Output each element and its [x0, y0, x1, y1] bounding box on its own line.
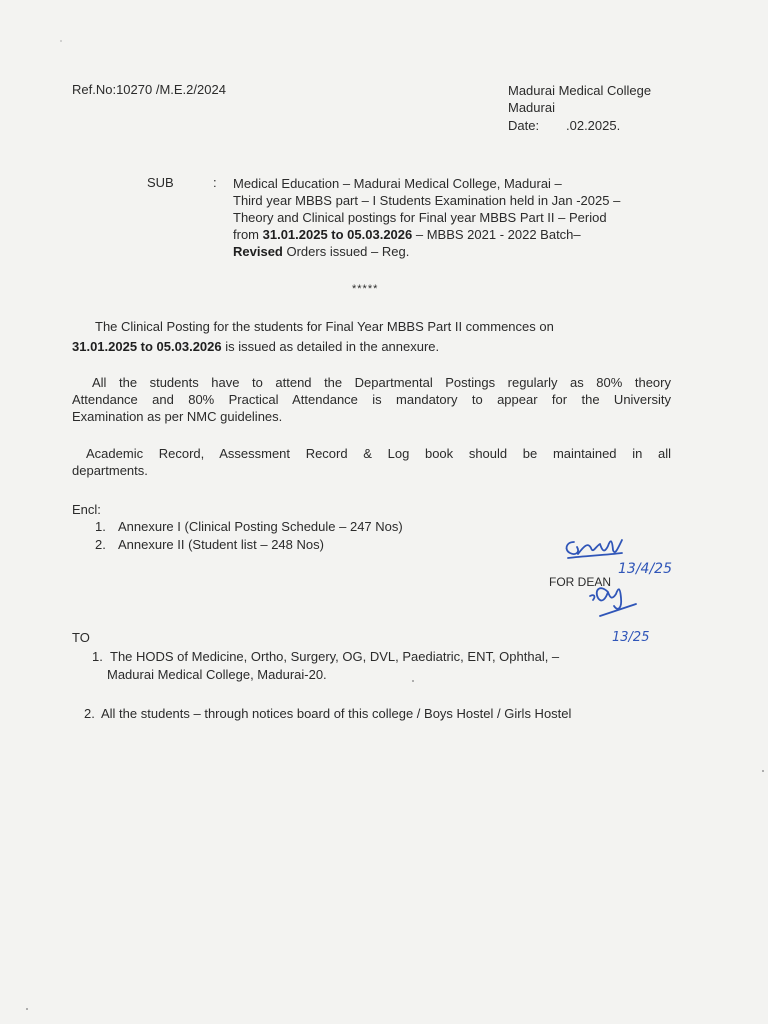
recipients-label: TO — [72, 630, 90, 645]
subject-revised: Revised — [233, 244, 283, 259]
recipient-1-line-2: Madurai Medical College, Madurai-20. — [107, 667, 327, 682]
signature-stroke-4 — [600, 604, 636, 616]
signature-stroke-1 — [567, 540, 622, 554]
college-name: Madurai Medical College — [508, 83, 652, 98]
subject-label: SUB — [147, 175, 174, 190]
signature-date-1: 13/4/25 — [618, 561, 672, 577]
date-value: .02.2025. — [566, 118, 621, 133]
subject-line-5 — [233, 243, 409, 260]
recipient-1-prefix: The HODS of — [110, 649, 192, 664]
subject-line-1: Medical Education – Madurai Medical College, Madurai – — [233, 176, 562, 191]
signature-stroke-5 — [590, 595, 594, 600]
subject-colon: : — [213, 175, 217, 190]
reference-number: Ref.No:10270 /M.E.2/2024 — [72, 82, 226, 97]
date-label: Date: — [508, 118, 540, 133]
enclosure-2-number: 2. — [95, 537, 106, 552]
for-dean-label: FOR DEAN — [549, 575, 612, 589]
enclosure-1-number: 1. — [95, 519, 106, 534]
para-3-line-1: Academic Record, Assessment Record & Log book should be maintained in all — [86, 446, 671, 461]
recipient-1-departments: Medicine, Ortho, Surgery, OG, DVL, Paediatric, ENT, Ophthal, – — [191, 649, 560, 664]
scan-speck — [762, 770, 764, 772]
para-1-line-1: The Clinical Posting for the students for Final Year MBBS Part II commences on — [95, 319, 554, 334]
enclosures-label: Encl: — [72, 502, 101, 517]
scan-speck — [412, 680, 414, 682]
para-2-line-3: Examination as per NMC guidelines. — [72, 409, 283, 424]
scan-speck — [26, 1008, 28, 1010]
para-3-line-2: departments. — [72, 463, 148, 478]
college-city: Madurai — [508, 100, 555, 115]
subject-line-2: Third year MBBS part – I Students Examination held in Jan -2025 – — [233, 193, 621, 208]
enclosure-2-text: Annexure II (Student list – 248 Nos) — [118, 537, 324, 552]
recipient-2-number: 2. — [84, 706, 95, 721]
para-2-line-2: Attendance and 80% Practical Attendance is mandatory to appear for the University — [72, 392, 671, 407]
signature-date-2: 13/25 — [612, 630, 650, 645]
para-2-line-1: All the students have to attend the Departmental Postings regularly as 80% theory — [92, 375, 671, 390]
recipient-1-line-1 — [110, 648, 559, 665]
enclosure-1-text: Annexure I (Clinical Posting Schedule – 247 Nos) — [118, 519, 403, 534]
subject-line-3: Theory and Clinical postings for Final year MBBS Part II – Period — [233, 210, 607, 225]
subject-period-dates: 31.01.2025 to 05.03.2026 — [262, 227, 413, 242]
subject-orders: Orders issued – Reg. — [282, 244, 410, 259]
signature-stroke-3 — [597, 588, 621, 609]
recipient-2-text: All the students – through notices board of this college / Boys Hostel / Girls Hostel — [101, 706, 572, 721]
scan-speck — [60, 40, 62, 42]
para-1-dates: 31.01.2025 to 05.03.2026 — [72, 339, 222, 354]
para-1-line-2 — [72, 338, 439, 355]
separator-stars: ***** — [352, 283, 379, 295]
subject-line-4 — [233, 226, 581, 243]
recipient-1-number: 1. — [92, 649, 103, 664]
subject-batch: – MBBS 2021 - 2022 Batch– — [412, 227, 581, 242]
subject-from: from — [233, 227, 263, 242]
para-1-rest: is issued as detailed in the annexure. — [221, 339, 440, 354]
